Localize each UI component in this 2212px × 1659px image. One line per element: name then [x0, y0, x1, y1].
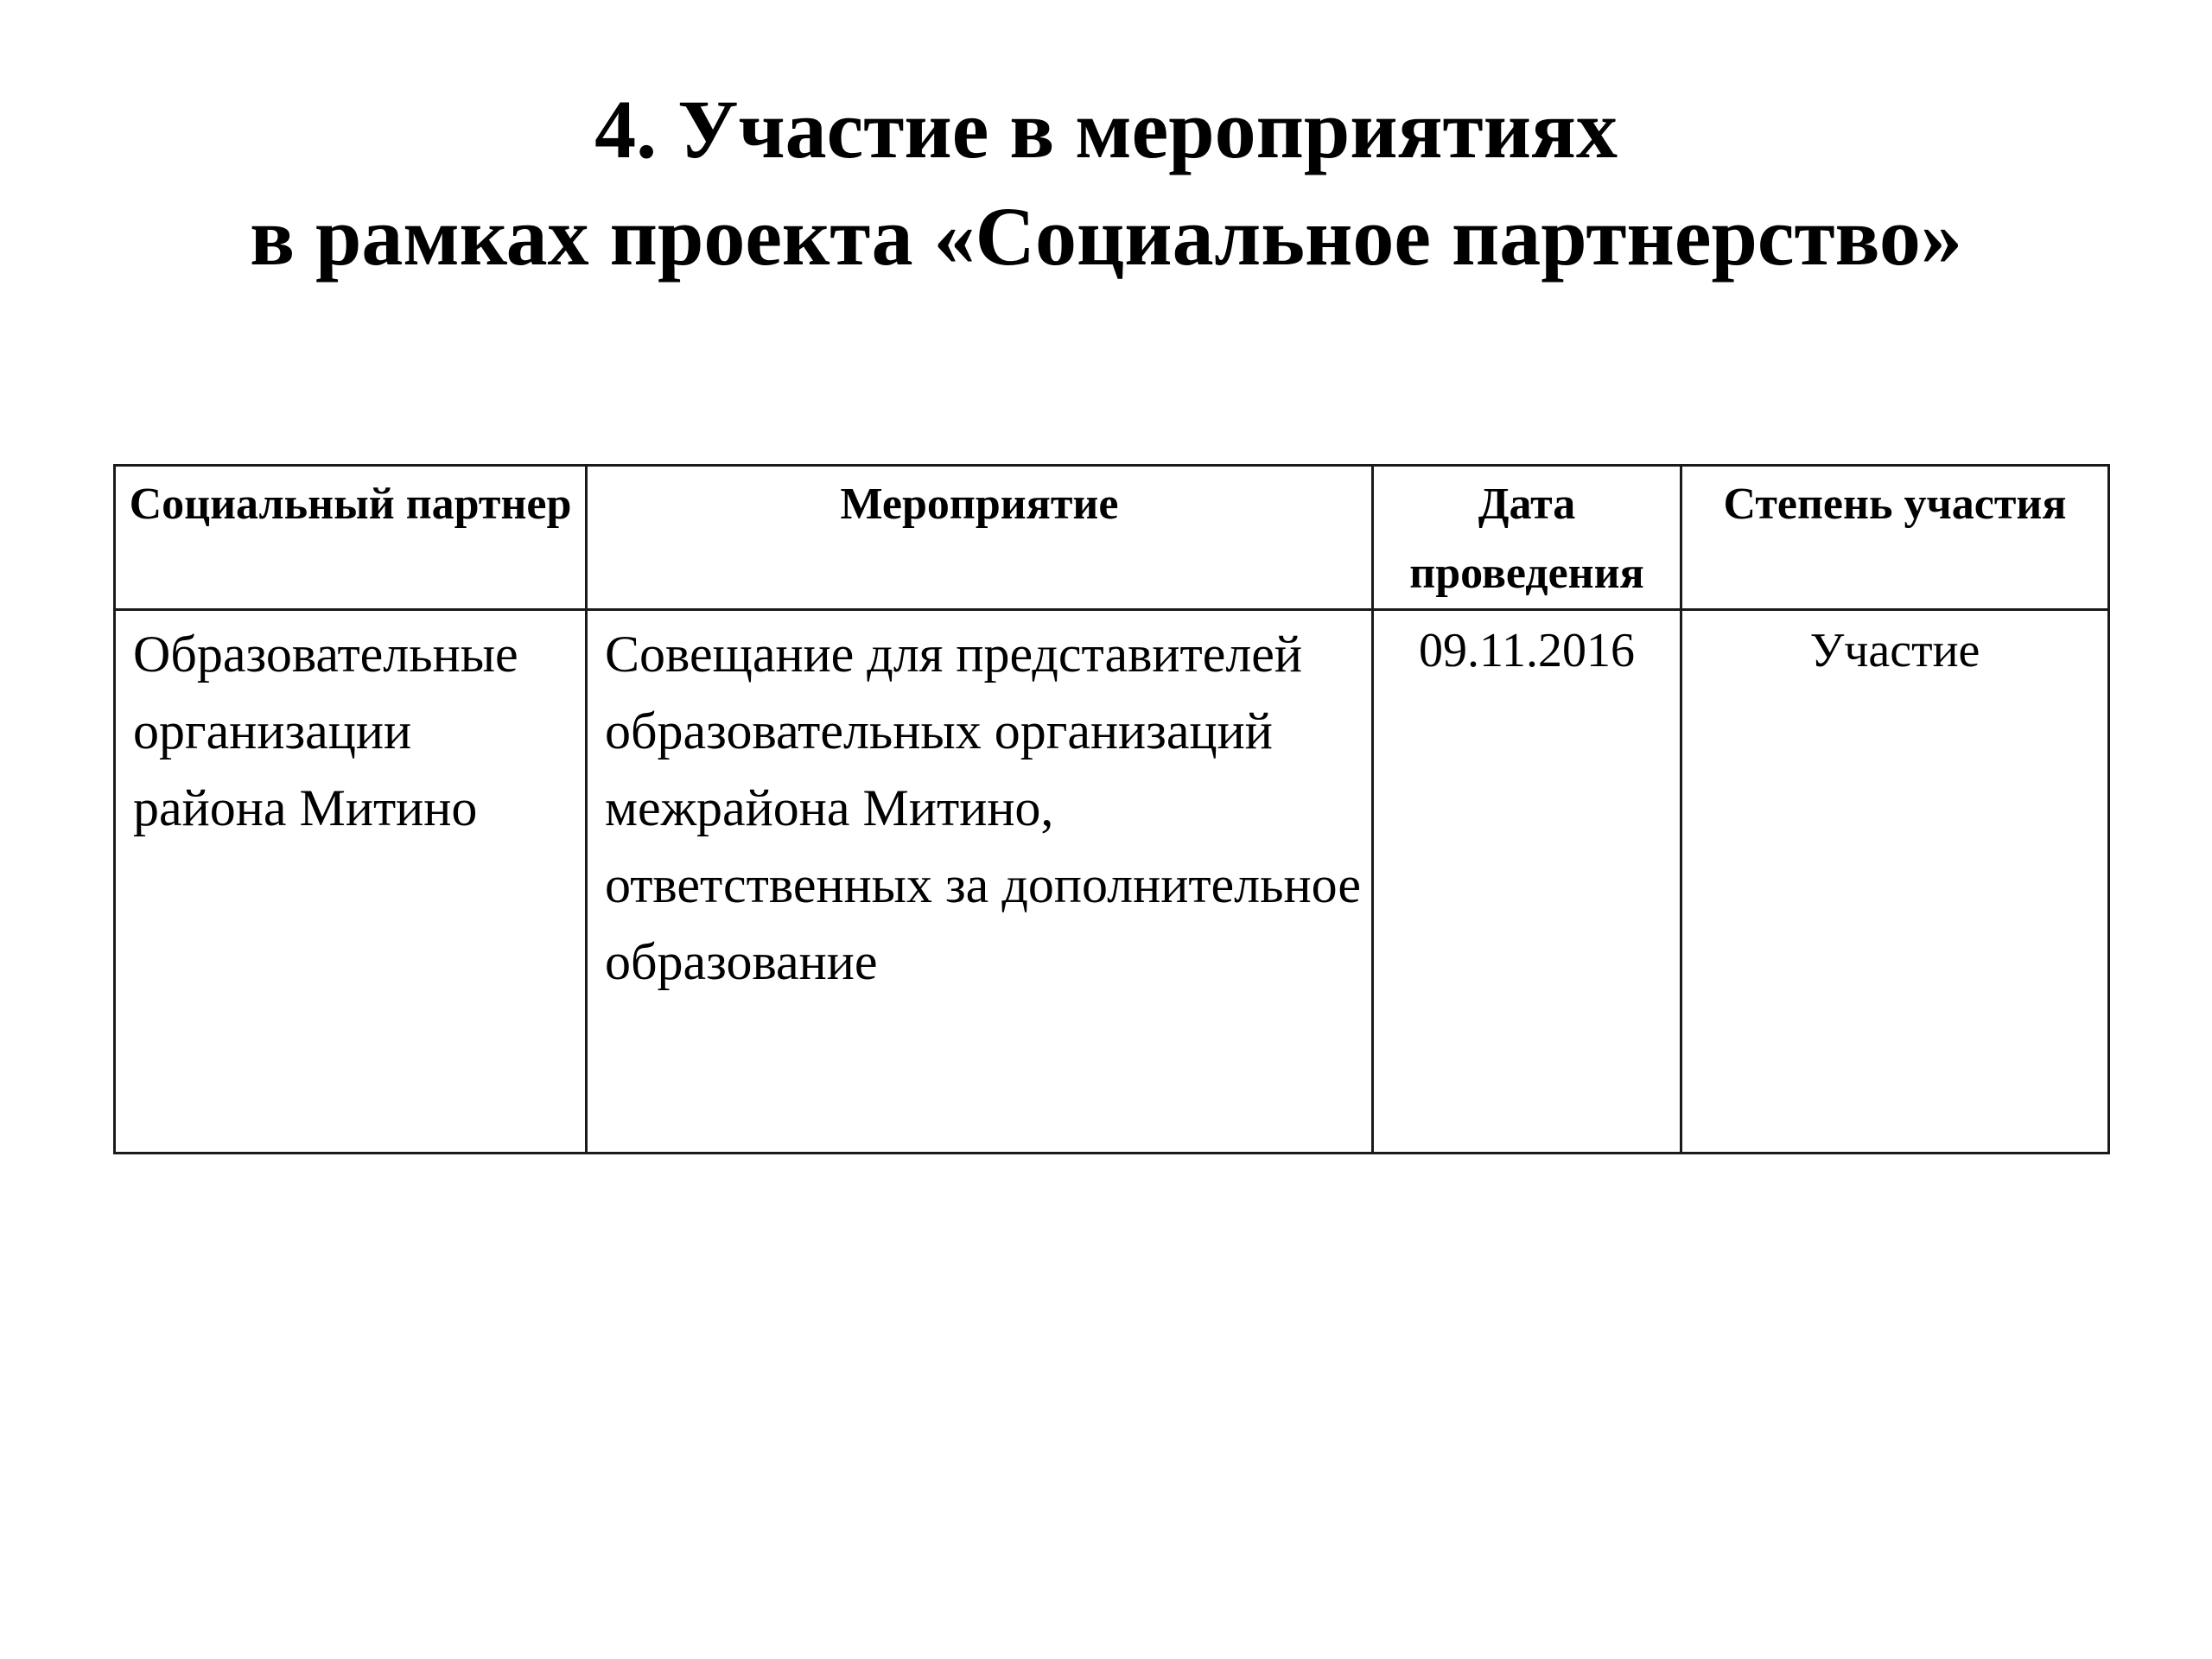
- header-partner: Социальный партнер: [115, 466, 587, 610]
- table-header-row: [115, 466, 2109, 610]
- header-date: Дата проведения: [1373, 466, 1681, 610]
- page-title-line-1: 4. Участие в мероприятиях: [594, 83, 1618, 175]
- cell-event: Совещание для представителей образовательных организаций межрайона Митино, ответственных за дополнительное образование: [587, 610, 1373, 1154]
- header-event: Мероприятие: [587, 466, 1373, 610]
- header-degree: Степень участия: [1681, 466, 2109, 610]
- page-title: [0, 76, 2212, 290]
- page-title-line-2: в рамках проекта «Социальное партнерство»: [250, 190, 1962, 283]
- table-row: [115, 610, 2109, 1154]
- events-table: [113, 464, 2110, 1154]
- cell-partner: Образовательные организации района Митино: [115, 610, 587, 1154]
- cell-degree: Участие: [1681, 610, 2109, 1154]
- cell-date: 09.11.2016: [1373, 610, 1681, 1154]
